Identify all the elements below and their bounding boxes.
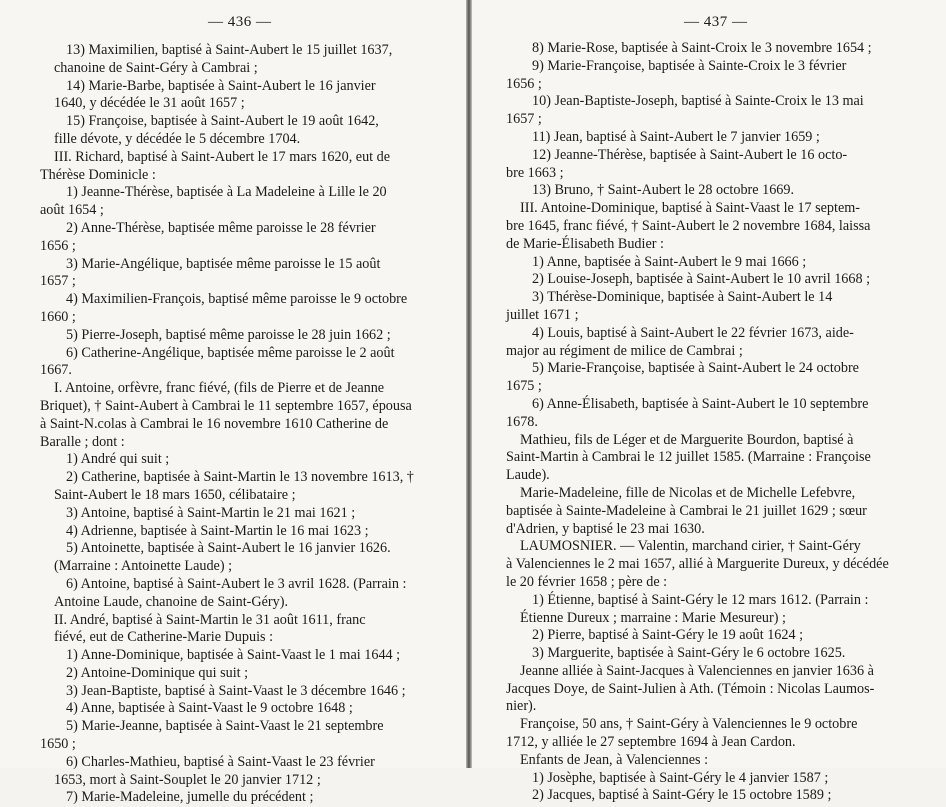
text-line: 6) Charles-Mathieu, baptisé à Saint-Vaast le 23 février [66, 753, 375, 770]
text-line: 7) Marie-Madeleine, jumelle du précédent ; [66, 789, 314, 806]
text-line: 2) Pierre, baptisé à Saint-Géry le 19 août 1624 ; [532, 627, 804, 644]
page-number: — 437 — [684, 14, 748, 30]
text-line: 8) Marie-Rose, baptisée à Saint-Croix le 3 novembre 1654 ; [532, 40, 872, 56]
text-line: LAUMOSNIER. — Valentin, marchand cirier, † Saint-Géry [520, 538, 861, 555]
text-line: 3) Marguerite, baptisée à Saint-Géry le 6 octobre 1625. [532, 645, 846, 662]
text-line: 1678. [506, 413, 538, 430]
text-line: 1) André qui suit ; [66, 451, 170, 468]
text-line: 4) Anne, baptisée à Saint-Vaast le 9 octobre 1648 ; [66, 700, 353, 717]
text-line: Laude). [506, 467, 550, 484]
text-line: Françoise, 50 ans, † Saint-Géry à Valenciennes le 9 octobre [520, 716, 858, 733]
text-line: 1660 ; [40, 308, 76, 325]
text-line: 1667. [40, 362, 72, 379]
left-page [0, 0, 467, 806]
text-line: III. Antoine-Dominique, baptisé à Saint-Vaast le 17 septem- [520, 200, 861, 217]
text-line: 1) Jeanne-Thérèse, baptisée à La Madeleine à Lille le 20 [66, 184, 387, 201]
text-line: Enfants de Jean, à Valenciennes : [520, 751, 709, 768]
text-line: 9) Marie-Françoise, baptisée à Sainte-Croix le 3 février [532, 57, 847, 74]
text-line: le 20 février 1658 ; père de : [506, 573, 668, 590]
text-line: 1712, y alliée le 27 septembre 1694 à Jean Cardon. [506, 734, 796, 751]
text-line: 3) Thérèse-Dominique, baptisée à Saint-Aubert le 14 [532, 289, 833, 306]
text-line: III. Richard, baptisé à Saint-Aubert le 17 mars 1620, eut de [54, 148, 391, 165]
text-line: (Marraine : Antoinette Laude) ; [54, 558, 233, 575]
text-line: 6) Catherine-Angélique, baptisée même paroisse le 2 août [66, 344, 395, 361]
text-line: 13) Maximilien, baptisé à Saint-Aubert le 15 juillet 1637, [66, 42, 393, 58]
text-line: bre 1645, franc fiévé, † Saint-Aubert le 2 novembre 1684, laissa [506, 217, 871, 234]
text-line: 3) Marie-Angélique, baptisée même paroisse le 15 août [66, 255, 381, 272]
text-line: 3) Antoine, baptisé à Saint-Martin le 21 mai 1621 ; [66, 504, 356, 521]
page-number: — 436 — [208, 14, 272, 30]
text-line: d'Adrien, y baptisé le 23 mai 1630. [506, 520, 705, 537]
text-line: 6) Antoine, baptisé à Saint-Aubert le 3 avril 1628. (Parrain : [66, 575, 407, 592]
text-line: 4) Adrienne, baptisée à Saint-Martin le 16 mai 1623 ; [66, 522, 369, 539]
text-line: 6) Anne-Élisabeth, baptisée à Saint-Aubert le 10 septembre [532, 395, 869, 412]
text-line: 2) Louise-Joseph, baptisée à Saint-Aubert le 10 avril 1668 ; [532, 271, 871, 288]
text-line: 1) Anne, baptisée à Saint-Aubert le 9 mai 1666 ; [532, 253, 807, 270]
text-line: 5) Marie-Françoise, baptisée à Saint-Aubert le 24 octobre [532, 360, 859, 377]
text-line: 13) Bruno, † Saint-Aubert le 28 octobre 1669. [532, 182, 795, 199]
text-line: 1657 ; [506, 111, 542, 128]
text-line: 4) Maximilien-François, baptisé même paroisse le 9 octobre [66, 291, 408, 308]
text-line: chanoine de Saint-Géry à Cambrai ; [54, 59, 258, 76]
text-line: 1) Anne-Dominique, baptisée à Saint-Vaast le 1 mai 1644 ; [66, 647, 401, 664]
text-line: 1653, mort à Saint-Souplet le 20 janvier 1712 ; [54, 771, 321, 788]
text-line: Briquet), † Saint-Aubert à Cambrai le 11 septembre 1657, épousa [40, 397, 412, 414]
text-line: Antoine Laude, chanoine de Saint-Géry). [54, 593, 289, 610]
text-line: 2) Anne-Thérèse, baptisée même paroisse le 28 février [66, 219, 376, 236]
text-line: 1656 ; [40, 237, 76, 254]
text-line: Thérèse Dominicle : [40, 166, 156, 183]
text-line: 4) Louis, baptisé à Saint-Aubert le 22 février 1673, aide- [532, 324, 854, 341]
text-line: fiévé, eut de Catherine-Marie Dupuis : [54, 629, 274, 646]
text-line: Baralle ; dont : [40, 433, 125, 450]
text-line: 15) Françoise, baptisée à Saint-Aubert le 19 août 1642, [66, 113, 379, 130]
text-line: 1656 ; [506, 75, 542, 92]
text-line: 1650 ; [40, 736, 76, 753]
text-line: 5) Pierre-Joseph, baptisé même paroisse le 28 juin 1662 ; [66, 326, 391, 343]
text-line: 5) Marie-Jeanne, baptisée à Saint-Vaast le 21 septembre [66, 718, 384, 735]
text-line: Saint-Aubert le 18 mars 1650, célibataire ; [54, 486, 296, 503]
text-line: 2) Antoine-Dominique qui suit ; [66, 664, 249, 681]
text-line: Jeanne alliée à Saint-Jacques à Valenciennes en janvier 1636 à [520, 662, 874, 679]
text-line: de Marie-Élisabeth Budier : [506, 235, 664, 252]
text-line: à Valenciennes le 2 mai 1657, allié à Marguerite Dureux, y décédée [506, 556, 889, 573]
text-line: Mathieu, fils de Léger et de Marguerite Bourdon, baptisé à [520, 431, 854, 448]
text-line: août 1654 ; [40, 202, 104, 219]
text-line: Saint-Martin à Cambrai le 12 juillet 1585. (Marraine : Françoise [506, 449, 871, 466]
text-line: Jacques Doye, de Saint-Julien à Ath. (Témoin : Nicolas Laumos- [506, 680, 875, 697]
text-line: à Saint-N.colas à Cambrai le 16 novembre 1610 Catherine de [40, 415, 389, 432]
page-text [40, 42, 432, 807]
text-line: 1) Josèphe, baptisée à Saint-Géry le 4 janvier 1587 ; [532, 769, 829, 786]
text-line: 12) Jeanne-Thérèse, baptisée à Saint-Aubert le 16 octo- [532, 146, 848, 163]
text-line: 1640, y décédée le 31 août 1657 ; [54, 95, 245, 112]
text-line: 2) Catherine, baptisée à Saint-Martin le 13 novembre 1613, † [66, 469, 414, 486]
right-page [472, 0, 946, 804]
text-line: 2) Jacques, baptisé à Saint-Géry le 15 octobre 1589 ; [532, 787, 832, 804]
text-line: Marie-Madeleine, fille de Nicolas et de Michelle Lefebvre, [520, 484, 856, 501]
text-line: 11) Jean, baptisé à Saint-Aubert le 7 janvier 1659 ; [532, 128, 820, 145]
text-line: major au régiment de milice de Cambrai ; [506, 342, 743, 359]
page-text [506, 40, 908, 805]
text-line: fille dévote, y décédée le 5 décembre 1704. [54, 130, 301, 147]
text-line: juillet 1671 ; [506, 306, 579, 323]
text-line: 1675 ; [506, 378, 542, 395]
text-line: 1657 ; [40, 273, 76, 290]
text-line: bre 1663 ; [506, 164, 564, 181]
text-line: I. Antoine, orfèvre, franc fiévé, (fils de Pierre et de Jeanne [54, 380, 385, 397]
text-line: nier). [506, 698, 537, 715]
text-line: 1) Étienne, baptisé à Saint-Géry le 12 mars 1612. (Parrain : [532, 591, 869, 608]
text-line: 5) Antoinette, baptisée à Saint-Aubert le 16 janvier 1626. [66, 540, 391, 557]
text-line: 3) Jean-Baptiste, baptisé à Saint-Vaast le 3 décembre 1646 ; [66, 682, 406, 699]
text-line: baptisée à Sainte-Madeleine à Cambrai le 21 juillet 1629 ; sœur [506, 502, 867, 519]
text-line: II. André, baptisé à Saint-Martin le 31 août 1611, franc [54, 611, 366, 628]
text-line: 10) Jean-Baptiste-Joseph, baptisé à Sainte-Croix le 13 mai [532, 93, 864, 110]
text-line: Étienne Dureux ; marraine : Marie Mesureur) ; [520, 609, 786, 626]
text-line: 14) Marie-Barbe, baptisée à Saint-Aubert le 16 janvier [66, 77, 376, 94]
